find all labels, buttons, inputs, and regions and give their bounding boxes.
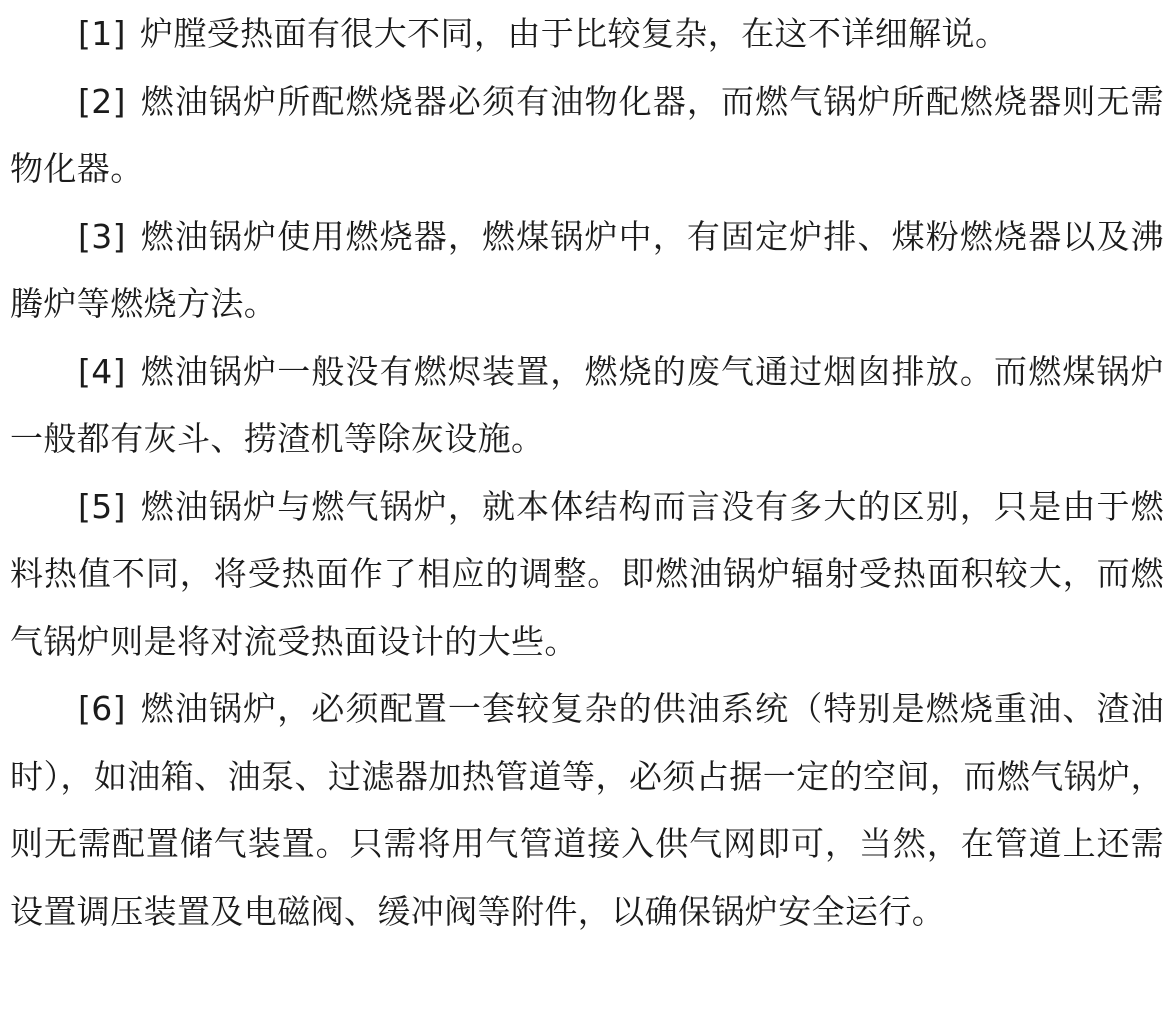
- paragraph-text: 炉膛受热面有很大不同，由于比较复杂，在这不详细解说。: [139, 14, 1009, 53]
- paragraph-number: [6]: [78, 689, 126, 728]
- paragraph-text: 燃油锅炉使用燃烧器，燃煤锅炉中，有固定炉排、煤粉燃烧器以及沸腾炉等燃烧方法。: [10, 216, 1164, 323]
- paragraph-text: 燃油锅炉，必须配置一套较复杂的供油系统（特别是燃烧重油、渣油时），如油箱、油泵、过滤器加热管道等，必须占据一定的空间，而燃气锅炉，则无需配置储气装置。只需将用气管道接入供气网即可，当然，在管道上还需设置调压装置及电磁阀、缓冲阀等附件，以确保锅炉安全运行。: [10, 689, 1164, 931]
- paragraph-text: 燃油锅炉与燃气锅炉，就本体结构而言没有多大的区别，只是由于燃料热值不同，将受热面作了相应的调整。即燃油锅炉辐射受热面积较大，而燃气锅炉则是将对流受热面设计的大些。: [10, 486, 1164, 661]
- paragraph-number: [5]: [78, 486, 126, 526]
- paragraph-text: 燃油锅炉一般没有燃烬装置，燃烧的废气通过烟囱排放。而燃煤锅炉一般都有灰斗、捞渣机等除灰设施。: [10, 351, 1164, 458]
- paragraph-6: [10, 675, 1164, 945]
- paragraph-text: 燃油锅炉所配燃烧器必须有油物化器，而燃气锅炉所配燃烧器则无需物化器。: [10, 81, 1164, 188]
- paragraph-number: [1]: [78, 14, 126, 53]
- paragraph-2: [10, 68, 1164, 203]
- paragraph-1: [10, 0, 1164, 68]
- paragraph-number: [3]: [78, 216, 126, 256]
- paragraph-3: [10, 203, 1164, 338]
- paragraph-number: [2]: [78, 81, 126, 121]
- paragraph-number: [4]: [78, 351, 126, 391]
- paragraph-4: [10, 338, 1164, 473]
- paragraph-5: [10, 473, 1164, 676]
